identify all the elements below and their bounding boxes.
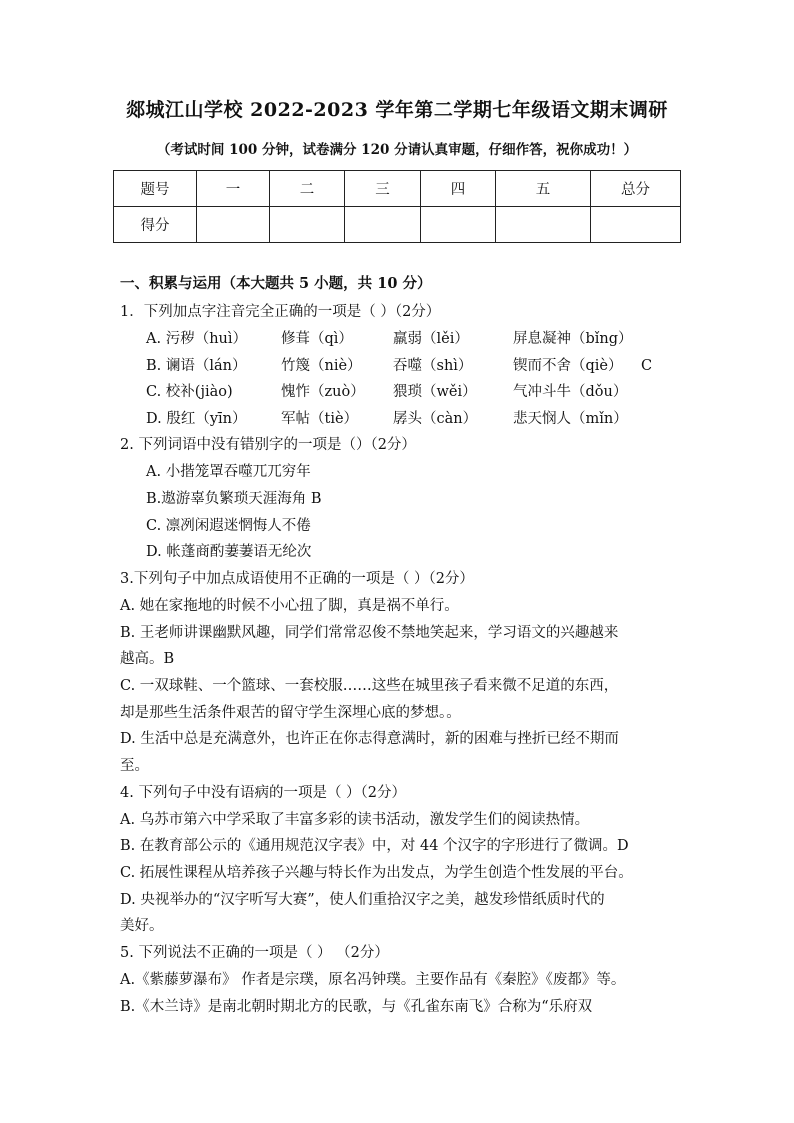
- option-part: 锲而不舍（qiè）: [513, 358, 623, 374]
- question-3-option-d-line1[interactable]: D. 生活中总是充满意外，也许正在你志得意满时，新的困难与挫折已经不期而: [120, 731, 619, 747]
- question-4-option-a[interactable]: A. 乌苏市第六中学采取了丰富多彩的读书活动，激发学生们的阅读热情。: [120, 812, 590, 828]
- option-part: B. 谰语（lán）: [146, 358, 247, 374]
- question-3-stem: 3.下列句子中加点成语使用不正确的一项是（ ）（2分）: [120, 571, 474, 587]
- option-part: 气冲斗牛（dǒu）: [513, 384, 628, 400]
- option-part: 猥琐（wěi）: [393, 384, 477, 400]
- question-3-option-a[interactable]: A. 她在家拖地的时候不小心扭了脚，真是祸不单行。: [120, 598, 459, 614]
- question-1-option-b[interactable]: [146, 354, 652, 375]
- question-2-option-d[interactable]: D. 帐蓬商酌萋萋语无纶次: [146, 544, 312, 560]
- table-cell: 二: [270, 171, 345, 207]
- option-part: 悲天悯人（mǐn）: [513, 411, 628, 427]
- question-5-stem: 5. 下列说法不正确的一项是（ ） （2分）: [120, 945, 389, 961]
- score-input-cell[interactable]: [197, 207, 270, 243]
- question-4-stem: 4. 下列句子中没有语病的一项是（ ）（2分）: [120, 785, 407, 801]
- score-input-cell[interactable]: [496, 207, 591, 243]
- option-part: 屏息凝神（bǐng）: [513, 331, 633, 347]
- question-2-stem: 2. 下列词语中没有错别字的一项是（）（2分）: [120, 437, 416, 453]
- question-2-option-a[interactable]: A. 小揩笼罩吞噬兀兀穷年: [146, 464, 311, 480]
- question-5-option-a[interactable]: A.《紫藤萝瀑布》 作者是宗璞，原名冯钟璞。主要作品有《秦腔》《废都》等。: [120, 972, 626, 988]
- exam-instructions: （考试时间 100 分钟，试卷满分 120 分请认真审题，仔细作答，祝你成功！）: [156, 142, 638, 158]
- question-3-option-b-line1[interactable]: B. 王老师讲课幽默风趣，同学们常常忍俊不禁地笑起来，学习语文的兴趣越来: [120, 625, 619, 641]
- option-part: D. 殷红（yīn）: [146, 411, 247, 427]
- option-part: 愧怍（zuò）: [281, 384, 365, 400]
- question-1-stem: 1．下列加点字注音完全正确的一项是（ ）（2分）: [120, 304, 441, 320]
- score-table: [113, 170, 681, 243]
- option-part: 竹篾（niè）: [281, 358, 362, 374]
- question-4-option-b[interactable]: B. 在教育部公示的《通用规范汉字表》中，对 44 个汉字的字形进行了微调。D: [120, 838, 629, 854]
- option-part: 吞噬（shì）: [393, 358, 473, 374]
- score-input-cell[interactable]: [421, 207, 496, 243]
- option-part: C. 校补(jiào): [146, 384, 233, 400]
- question-4-option-d-line2[interactable]: 美好。: [120, 918, 164, 934]
- question-3-option-b-line2[interactable]: 越高。B: [120, 651, 175, 667]
- question-2-option-b[interactable]: B.遨游辜负繁琐天涯海角 B: [146, 491, 322, 507]
- score-table-header-row: [114, 171, 681, 207]
- score-input-cell[interactable]: [345, 207, 421, 243]
- section-heading: 一、积累与运用（本大题共 5 小题，共 10 分）: [120, 275, 432, 292]
- score-table-score-row: [114, 207, 681, 243]
- question-1-option-a[interactable]: [146, 327, 633, 348]
- option-part: 军帖（tiè）: [281, 411, 359, 427]
- option-part: 羸弱（lěi）: [393, 331, 469, 347]
- table-cell: 得分: [114, 207, 197, 243]
- question-3-option-d-line2[interactable]: 至。: [120, 758, 149, 774]
- question-1-option-d[interactable]: [146, 407, 628, 428]
- question-1-option-c[interactable]: [146, 380, 627, 401]
- answer-mark: C: [641, 358, 653, 374]
- question-4-option-d-line1[interactable]: D. 央视举办的“汉字听写大赛”，使人们重拾汉字之美，越发珍惜纸质时代的: [120, 892, 605, 908]
- table-cell: 四: [421, 171, 496, 207]
- table-cell: 一: [197, 171, 270, 207]
- score-input-cell[interactable]: [270, 207, 345, 243]
- table-cell: 题号: [114, 171, 197, 207]
- table-cell: 总分: [591, 171, 681, 207]
- question-3-option-c-line1[interactable]: C. 一双球鞋、一个篮球、一套校服……这些在城里孩子看来微不足道的东西，: [120, 678, 619, 694]
- exam-title: 郯城江山学校 2022-2023 学年第二学期七年级语文期末调研: [126, 99, 668, 121]
- score-input-cell[interactable]: [591, 207, 681, 243]
- question-2-option-c[interactable]: C. 凛冽闲遐迷惘悔人不倦: [146, 518, 311, 534]
- option-part: 修葺（qì）: [281, 331, 353, 347]
- option-part: 孱头（càn）: [393, 411, 478, 427]
- question-4-option-c[interactable]: C. 拓展性课程从培养孩子兴趣与特长作为出发点，为学生创造个性发展的平台。: [120, 865, 633, 881]
- question-5-option-b[interactable]: B.《木兰诗》是南北朝时期北方的民歌，与《孔雀东南飞》合称为“乐府双: [120, 999, 593, 1015]
- table-cell: 三: [345, 171, 421, 207]
- option-part: A. 污秽（huì）: [146, 331, 248, 347]
- question-3-option-c-line2[interactable]: 却是那些生活条件艰苦的留守学生深埋心底的梦想。。: [120, 705, 461, 721]
- table-cell: 五: [496, 171, 591, 207]
